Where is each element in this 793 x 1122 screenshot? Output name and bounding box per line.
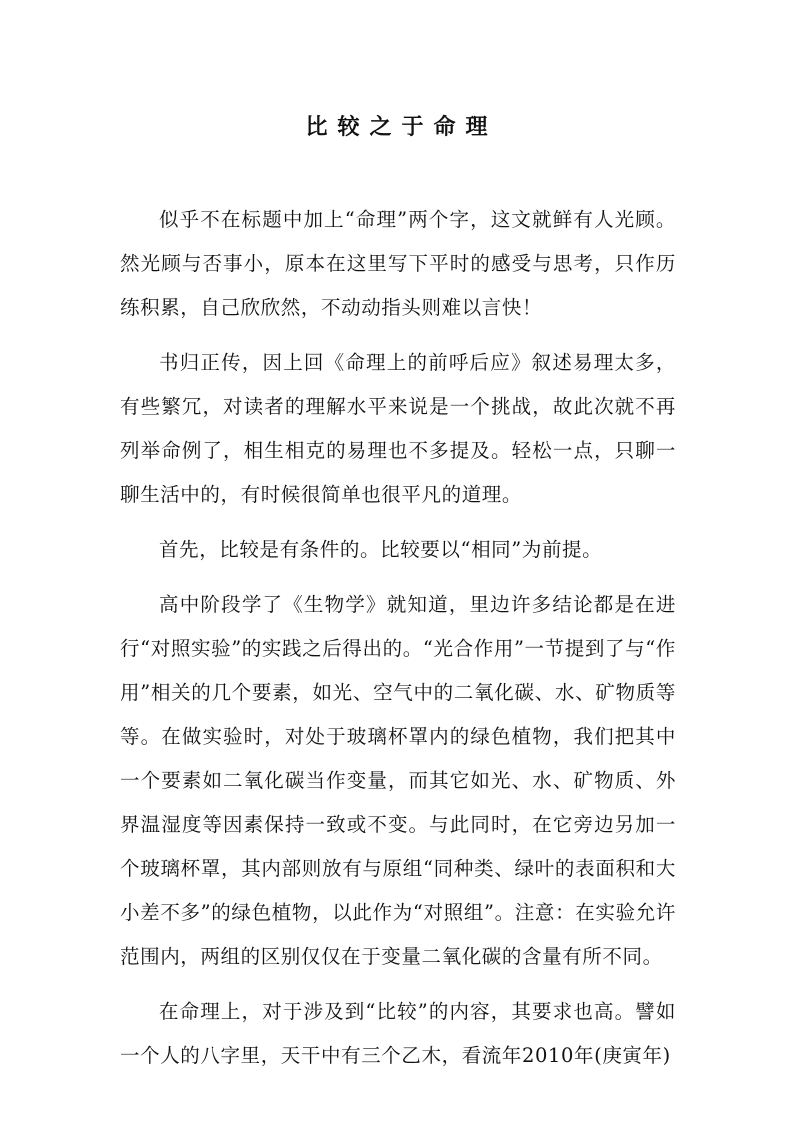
document-body: [120, 198, 676, 1078]
paragraph-biology-experiment: 高中阶段学了《生物学》就知道，里边许多结论都是在进行“对照实验”的实践之后得出的。“光合作用”一节提到了与“作用”相关的几个要素，如光、空气中的二氧化碳、水、矿物质等等。在做实验时，对处于玻璃杯罩内的绿色植物，我们把其中一个要素如二氧化碳当作变量，而其它如光、水、矿物质、外界温湿度等因素保持一致或不变。与此同时，在它旁边另加一个玻璃杯罩，其内部则放有与原组“同种类、绿叶的表面积和大小差不多”的绿色植物，以此作为“对照组”。注意：在实验允许范围内，两组的区别仅仅在于变量二氧化碳的含量有所不同。: [120, 593, 676, 968]
paragraph-destiny-comparison: 在命理上，对于涉及到“比较”的内容，其要求也高。譬如一个人的八字里，天干中有三个乙木，看流年2010年(庚寅年): [120, 1000, 676, 1067]
document-title: 比较之于命理: [305, 115, 498, 140]
paragraph-comparison-condition: 首先，比较是有条件的。比较要以“相同”为前提。: [159, 538, 603, 561]
paragraph-intro: 似乎不在标题中加上“命理”两个字，这文就鲜有人光顾。然光顾与否事小，原本在这里写下平时的感受与思考，只作历练积累，自己欣欣然，不动动指头则难以言快！: [120, 208, 676, 319]
paragraph-back-to-topic: 书归正传，因上回《命理上的前呼后应》叙述易理太多，有些繁冗，对读者的理解水平来说是一个挑战，故此次就不再列举命例了，相生相克的易理也不多提及。轻松一点，只聊一聊生活中的，有时候很简单也很平凡的道理。: [120, 351, 676, 506]
